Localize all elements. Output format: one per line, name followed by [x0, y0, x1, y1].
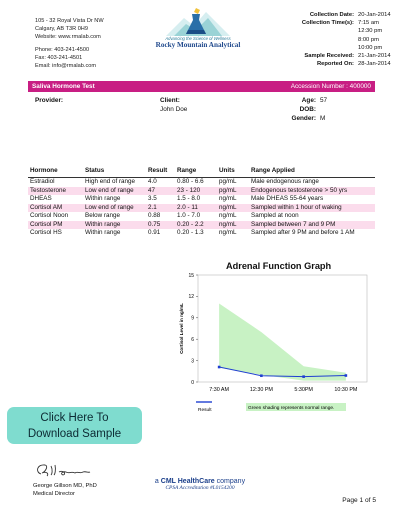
collection-time-blank: [246, 44, 358, 52]
cell-hormone: Estradiol: [30, 178, 55, 185]
adrenal-function-graph: [174, 270, 374, 420]
data-point: [302, 375, 305, 378]
cell-units: ng/mL: [217, 204, 249, 213]
download-sample-button[interactable]: [7, 407, 142, 444]
cell-result: 47: [146, 187, 175, 196]
cell-status: Within range: [85, 195, 121, 202]
page-number: Page 1 of 5: [342, 497, 376, 504]
y-tick-label: 3: [191, 358, 194, 365]
cell-result: 0.91: [148, 229, 161, 236]
cell-status: Low end of range: [83, 187, 146, 196]
company-logo: [148, 8, 248, 68]
cell-range: 1.0 - 7.0: [177, 212, 201, 219]
collection-time-label: Collection Time(s):: [301, 20, 354, 27]
reported-on-value: 28-Jan-2014: [358, 61, 391, 68]
table-row: [28, 221, 375, 230]
cell-result: 0.75: [146, 221, 175, 230]
collection-time-3: 8:00 pm: [358, 36, 379, 43]
col-result: Result: [146, 166, 175, 178]
test-header-bar: [28, 81, 375, 92]
col-range-applied: Range Applied: [249, 166, 375, 178]
x-tick-label: 10:30 PM: [334, 387, 358, 393]
graph-title: Adrenal Function Graph: [226, 261, 332, 271]
table-row: [28, 178, 375, 187]
x-tick-label: 7:30 AM: [209, 387, 230, 393]
client-label: Client:: [160, 97, 180, 104]
collection-time-1: 7:15 am: [358, 20, 379, 27]
client-field: [160, 96, 187, 114]
age-value: 57: [320, 97, 328, 104]
cell-units: ng/mL: [219, 212, 237, 219]
signer-title: Medical Director: [33, 490, 75, 497]
cell-hormone: Cortisol AM: [28, 204, 83, 213]
lab-phone: Phone: 403-241-4500: [35, 46, 90, 53]
cell-units: pg/mL: [217, 187, 249, 196]
age-label: Age:: [301, 97, 316, 104]
collection-date-label: Collection Date:: [309, 12, 354, 18]
lab-address: [35, 17, 104, 70]
lab-email: Email: info@rmalab.com: [35, 63, 97, 70]
legend-shading-note: Green shading represents normal range.: [248, 406, 335, 411]
cell-range: 0.20 - 1.3: [177, 229, 204, 236]
collection-time-2: 12:30 pm: [358, 28, 383, 35]
cell-range: 0.20 - 2.2: [175, 221, 217, 230]
cell-status: Low end of range: [83, 204, 146, 213]
signer-name: George Gillson MD, PhD: [33, 483, 97, 489]
data-point: [218, 366, 221, 369]
cell-result: 2.1: [146, 204, 175, 213]
col-units: Units: [217, 166, 249, 178]
cell-hormone: DHEAS: [30, 195, 52, 202]
cell-range: 23 - 120: [175, 187, 217, 196]
collection-date-value: 20-Jan-2014: [358, 12, 391, 18]
sample-received-value: 21-Jan-2014: [358, 53, 391, 60]
cell-hormone: Testosterone: [28, 187, 83, 196]
cell-hormone: Cortisol Noon: [30, 212, 69, 219]
company-name: CML HealthCare: [160, 478, 215, 485]
cell-hormone: Cortisol HS: [30, 229, 62, 236]
cell-applied: Male DHEAS 55-64 years: [251, 195, 324, 202]
table-row: [28, 195, 375, 204]
dob-label: DOB:: [299, 106, 316, 113]
lab-street: 105 - 32 Royal Vista Dr NW: [35, 18, 104, 24]
signature-block: [33, 462, 97, 498]
y-tick-label: 15: [188, 272, 194, 279]
logo-name: Rocky Mountain Analytical: [155, 41, 241, 49]
y-tick-label: 9: [191, 315, 194, 322]
accession-number: Accession Number : 400000: [290, 83, 371, 90]
cell-status: Within range: [85, 229, 121, 236]
cell-hormone: Cortisol PM: [28, 221, 83, 230]
cell-status: Within range: [83, 221, 146, 230]
col-status: Status: [83, 166, 146, 178]
table-row: [28, 229, 375, 238]
sample-received-label: Sample Received:: [304, 53, 354, 60]
legend-result-label: Result: [198, 408, 212, 413]
company-suffix: company: [214, 478, 246, 485]
cell-applied: Sampled within 1 hour of waking: [249, 204, 375, 213]
lab-fax: Fax: 403-241-4501: [35, 54, 83, 61]
cell-result: 4.0: [148, 178, 157, 185]
client-name: John Doe: [160, 106, 188, 113]
cell-status: Below range: [85, 212, 121, 219]
x-tick-label: 5:30PM: [294, 387, 313, 393]
download-button-line2: Download Sample: [27, 428, 122, 440]
collection-time-blank: [246, 27, 358, 35]
table-row: [28, 187, 375, 196]
provider-label: Provider:: [35, 97, 64, 104]
table-row: [28, 204, 375, 213]
col-hormone: Hormone: [28, 166, 83, 178]
col-range: Range: [175, 166, 217, 178]
cell-status: High end of range: [85, 178, 136, 185]
cell-result: 0.88: [148, 212, 161, 219]
y-axis-label: Cortisol Level in ng/mL: [179, 303, 184, 354]
results-table: [28, 166, 375, 238]
cell-units: ng/mL: [219, 195, 237, 202]
table-header-row: [28, 166, 375, 178]
y-tick-label: 6: [191, 337, 194, 343]
lab-website: Website: www.rmalab.com: [35, 34, 101, 41]
cell-units: ng/mL: [219, 229, 237, 236]
cell-range: 0.80 - 6.6: [177, 178, 204, 185]
cell-result: 3.5: [148, 195, 157, 202]
download-button-line1: Click Here To: [40, 412, 109, 424]
data-point: [260, 374, 263, 377]
lab-city: Calgary, AB T3R 0H9: [35, 26, 88, 33]
collection-time-blank: [246, 36, 358, 44]
demographics-values: [320, 96, 327, 123]
cell-units: ng/mL: [217, 221, 249, 230]
reported-on-label: Reported On:: [316, 61, 354, 68]
demographics-labels: [256, 96, 316, 123]
collection-time-4: 10:00 pm: [358, 44, 383, 51]
y-tick-label: 12: [188, 294, 194, 301]
test-title: Saliva Hormone Test: [32, 83, 95, 90]
cell-applied: Endogenous testosterone > 50 yrs: [249, 187, 375, 196]
provider-field: [35, 96, 63, 105]
cell-applied: Male endogenous range: [251, 178, 319, 185]
gender-value: M: [320, 115, 326, 122]
footer-company: [140, 478, 260, 491]
company-prefix: a: [154, 478, 161, 485]
table-row: [28, 212, 375, 221]
gender-label: Gender:: [291, 115, 316, 122]
logo-tagline: Advancing the Science of Wellness: [165, 36, 231, 41]
cell-applied: Sampled between 7 and 9 PM: [249, 221, 375, 230]
cell-applied: Sampled after 9 PM and before 1 AM: [251, 229, 355, 236]
signature-image: [33, 462, 93, 478]
collection-info: [246, 11, 400, 68]
cell-range: 1.5 - 8.0: [177, 195, 201, 202]
mountain-flask-icon: [166, 8, 230, 36]
accreditation: CPSA Accreditation #L0154200: [165, 485, 235, 491]
cell-range: 2.0 - 11: [175, 204, 217, 213]
x-tick-label: 12:30 PM: [249, 387, 273, 393]
y-tick-label: 0: [191, 379, 194, 386]
cell-applied: Sampled at noon: [251, 212, 299, 219]
cell-units: pg/mL: [219, 178, 237, 185]
data-point: [345, 374, 348, 377]
